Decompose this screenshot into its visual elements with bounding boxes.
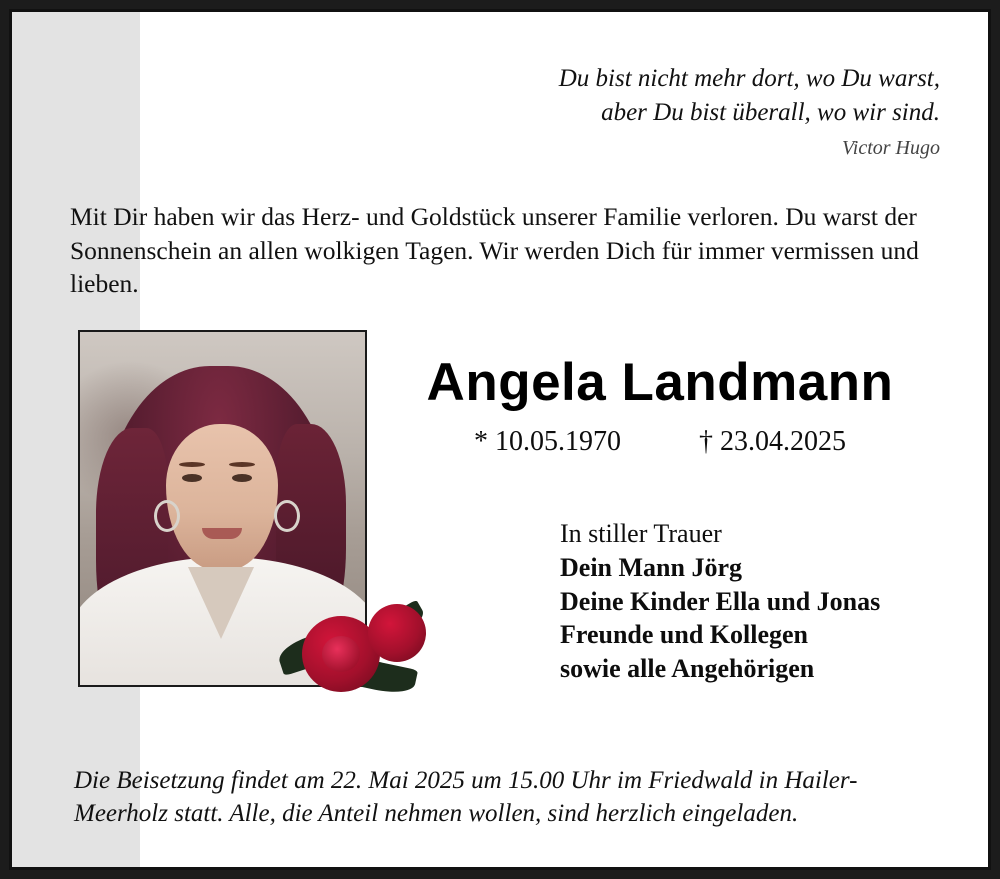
quote-author: Victor Hugo xyxy=(842,137,940,159)
portrait-with-rose xyxy=(78,330,367,687)
mourners-block xyxy=(560,517,880,686)
eye-left xyxy=(182,474,202,482)
eyebrow-right xyxy=(229,462,255,467)
mourners-lead: In stiller Trauer xyxy=(560,519,722,548)
rose-bud-small xyxy=(368,604,426,662)
deceased-dates xyxy=(372,426,948,458)
face-shape xyxy=(166,424,278,570)
quotation-block xyxy=(559,62,940,162)
notice-content xyxy=(12,12,988,867)
funeral-information: Die Beisetzung findet am 22. Mai 2025 um 15.00 Uhr im Friedwald in Hailer-Meerholz statt. Alle, die Anteil nehmen wollen, sind herzlich eingeladen. xyxy=(74,767,858,827)
mourner-line-4: sowie alle Angehörigen xyxy=(560,654,815,684)
earring-left xyxy=(154,500,180,532)
mourner-line-1: Dein Mann Jörg xyxy=(560,552,742,582)
notice-inner-frame xyxy=(9,9,991,870)
quote-line-1: Du bist nicht mehr dort, wo Du warst, xyxy=(558,65,940,92)
earring-right xyxy=(274,500,300,532)
mourner-line-3: Freunde und Kollegen xyxy=(560,620,809,650)
rose-icon xyxy=(274,592,434,700)
dedication-text: Mit Dir haben wir das Herz- und Goldstück unserer Familie verloren. Du warst der Sonnenschein an allen wolkigen Tagen. Wir werden Dich für immer vermissen und lieben. xyxy=(70,202,919,299)
mouth-shape xyxy=(202,528,242,539)
eyebrow-left xyxy=(179,462,205,467)
birth-date: * 10.05.1970 xyxy=(474,426,621,457)
death-date: † 23.04.2025 xyxy=(699,426,846,457)
eye-right xyxy=(232,474,252,482)
deceased-name: Angela Landmann xyxy=(426,353,894,412)
quote-line-2: aber Du bist überall, wo wir sind. xyxy=(601,98,940,126)
mourner-line-2: Deine Kinder Ella und Jonas xyxy=(560,586,881,616)
